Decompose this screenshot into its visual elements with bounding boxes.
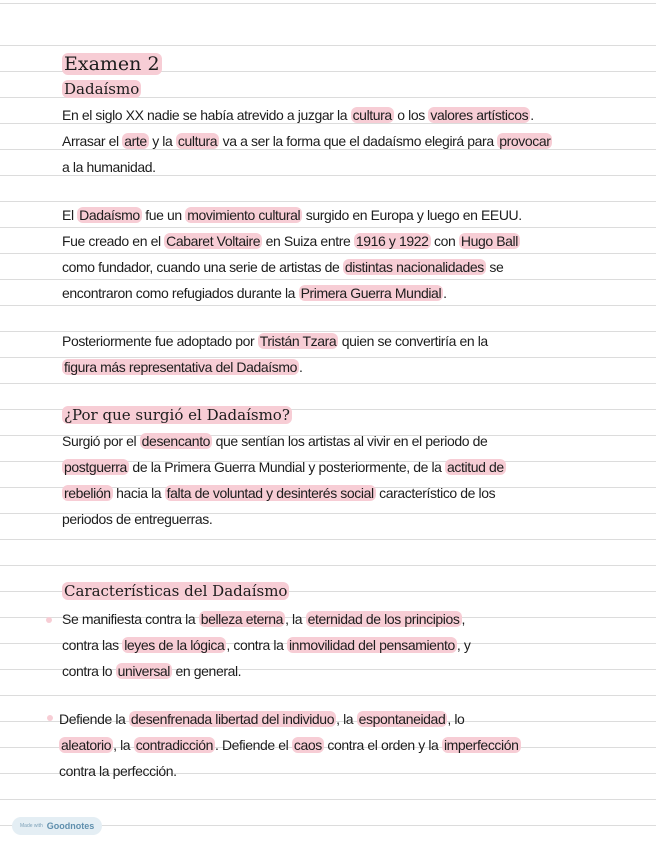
highlighted-text: falta de voluntad y desinterés social	[166, 485, 374, 501]
section-heading-caracteristicas	[62, 581, 289, 601]
text-line: figura más representativa del Dadaísmo .	[64, 359, 303, 375]
highlighted-text: eternidad de los principios	[307, 611, 460, 627]
highlighted-text: provocar	[499, 133, 551, 149]
made-with-goodnotes-badge[interactable]	[12, 817, 102, 835]
highlighted-text: Cabaret Voltaire	[166, 233, 261, 249]
text-line: En el siglo XX nadie se había atrevido a juzgar la cultura o los valores artísticos .	[62, 107, 534, 123]
highlighted-text: cultura	[177, 133, 218, 149]
badge-made-with-text: Made with	[20, 823, 43, 829]
badge-brand-text: Goodnotes	[46, 821, 95, 831]
highlighted-text: arte	[124, 133, 147, 149]
page-title-text: Examen 2	[64, 53, 160, 75]
text-line: encontraron como refugiados durante la Primera Guerra Mundial .	[62, 285, 447, 301]
text-line: Posteriormente fue adoptado por Tristán Tzara quien se convertiría en la	[62, 333, 488, 349]
highlighted-text: valores artísticos	[430, 107, 529, 123]
text-line: contra las leyes de la lógica , contra la inmovilidad del pensamiento , y	[62, 637, 471, 653]
highlighted-text: universal	[117, 663, 171, 679]
highlighted-text: espontaneidad	[358, 711, 446, 727]
text-line: contra lo universal en general.	[62, 663, 242, 679]
highlighted-text: movimiento cultural	[187, 207, 301, 223]
highlighted-text: postguerra	[64, 459, 127, 475]
bullet-paragraph	[59, 706, 639, 784]
highlighted-text: belleza eterna	[200, 611, 284, 627]
bullet-paragraph	[62, 606, 642, 684]
text-line: Surgió por el desencanto que sentían los artistas al vivir en el periodo de	[62, 433, 488, 449]
text-line: como fundador, cuando una serie de artistas de distintas nacionalidades se	[62, 259, 504, 275]
text-line: a la humanidad.	[62, 159, 156, 175]
highlighted-text: Dadaísmo	[79, 207, 140, 223]
text-line: Defiende la desenfrenada libertad del individuo , la espontaneidad , lo	[59, 711, 465, 727]
highlighted-text: contradicción	[135, 737, 213, 753]
highlighted-text: inmovilidad del pensamiento	[288, 637, 455, 653]
text-line: Fue creado en el Cabaret Voltaire en Suiza entre 1916 y 1922 con Hugo Ball	[62, 233, 518, 249]
highlighted-text: 1916 y 1922	[355, 233, 429, 249]
paragraph	[62, 202, 642, 306]
bullet-dot-icon	[46, 617, 52, 623]
section-heading-por-que-surgio	[62, 405, 292, 425]
text-line: contra la perfección.	[59, 763, 177, 779]
text-line: aleatorio , la contradicción . Defiende el caos contra el orden y la imperfección	[61, 737, 519, 753]
highlighted-text: figura más representativa del Dadaísmo	[64, 359, 298, 375]
text-line: postguerra de la Primera Guerra Mundial y posteriormente, de la actitud de	[64, 459, 504, 475]
bullet-dot-icon	[47, 715, 53, 721]
highlighted-text: desencanto	[141, 433, 211, 449]
text-line: periodos de entreguerras.	[62, 511, 213, 527]
paragraph	[62, 428, 642, 532]
highlighted-text: leyes de la lógica	[124, 637, 225, 653]
highlighted-text: distintas nacionalidades	[344, 259, 484, 275]
highlighted-text: actitud de	[447, 459, 504, 475]
text-line: Se manifiesta contra la belleza eterna , la eternidad de los principios ,	[62, 611, 465, 627]
highlighted-text: aleatorio	[61, 737, 112, 753]
highlighted-text: imperfección	[443, 737, 519, 753]
page-title	[62, 52, 162, 76]
section-heading-text: Características del Dadaísmo	[64, 582, 288, 600]
section-heading-text: ¿Por que surgió el Dadaísmo?	[64, 406, 290, 424]
highlighted-text: desenfrenada libertad del individuo	[130, 711, 335, 727]
section-heading-text: Dadaísmo	[64, 80, 140, 98]
section-heading-dadaismo	[62, 79, 141, 99]
highlighted-text: rebelión	[64, 485, 111, 501]
highlighted-text: cultura	[352, 107, 392, 123]
highlighted-text: Primera Guerra Mundial	[300, 285, 442, 301]
paragraph	[62, 328, 642, 380]
text-line: Arrasar el arte y la cultura va a ser la forma que el dadaísmo elegirá para provocar	[62, 133, 551, 149]
text-line: rebelión hacia la falta de voluntad y desinterés social característico de los	[64, 485, 496, 501]
paragraph	[62, 102, 642, 180]
text-line: El Dadaísmo fue un movimiento cultural surgido en Europa y luego en EEUU.	[62, 207, 522, 223]
highlighted-text: Hugo Ball	[460, 233, 518, 249]
highlighted-text: Tristán Tzara	[259, 333, 337, 349]
highlighted-text: caos	[293, 737, 322, 753]
